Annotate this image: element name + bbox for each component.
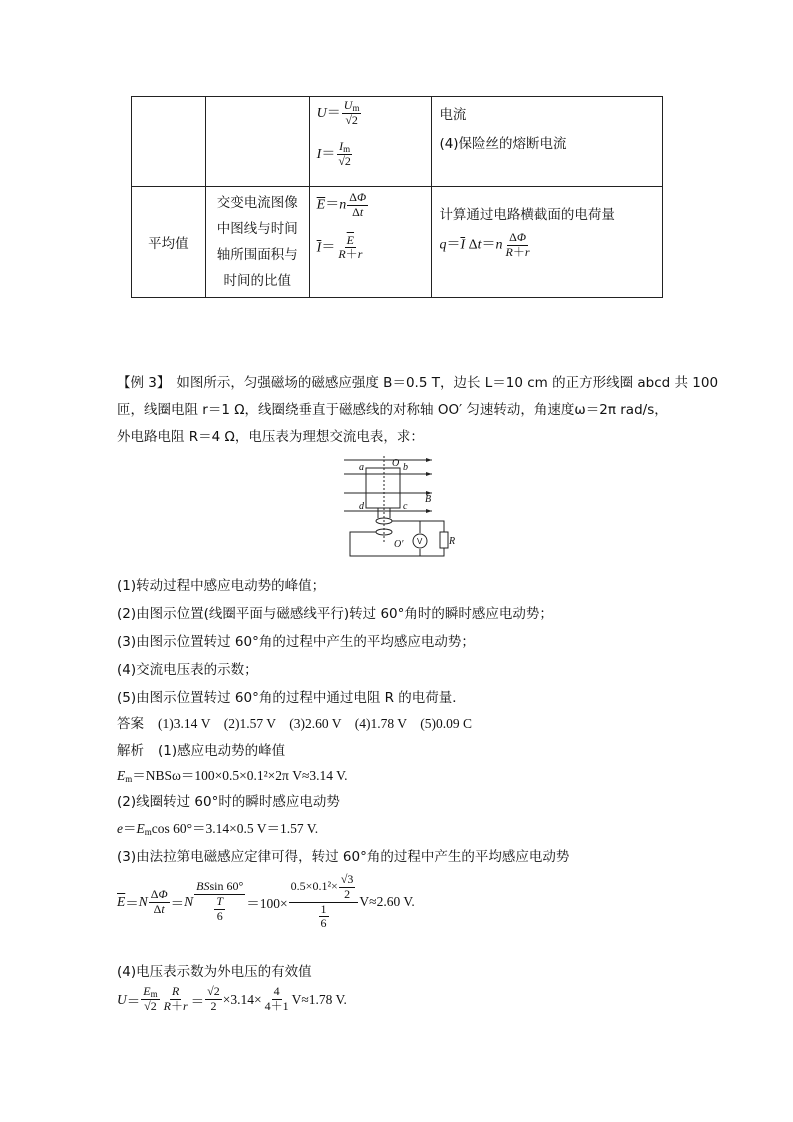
table-cell <box>205 97 309 187</box>
average-value-label: 平均值 <box>148 236 189 252</box>
formula-charge: $q=\overline{I}$ Δt＝n $\frac{\Delta\Phi}{R+r}$ <box>439 230 530 259</box>
table-text: 轴所围面积与 <box>216 247 298 263</box>
analysis-text: (2)线圈转过 60°时的瞬时感应电动势 <box>117 794 340 810</box>
answer-line <box>117 712 472 732</box>
analysis-text: (1)感应电动势的峰值 <box>158 743 286 759</box>
table-row <box>132 187 663 298</box>
table-text: 交变电流图像 <box>216 195 298 211</box>
table-text: 电流 <box>439 107 467 123</box>
formula-average-current: $\overline{I}=$ $\frac{\overline{E}}{R+r}$ <box>316 232 363 262</box>
coil-circuit-diagram <box>340 452 460 564</box>
label-d: d <box>359 501 364 512</box>
formula-table <box>131 96 663 298</box>
example-tag: 【例 3】 <box>117 375 171 391</box>
table-cell <box>205 187 309 298</box>
analysis-equation: $E_m=NBS\omega=100\times 0.5\times 0.1^2\times 2\pi$ V≈3.14 V. <box>117 768 348 784</box>
label-c: c <box>403 501 408 512</box>
analysis-text: ＝NBSω＝100×0.5×0.1²×2π V≈3.14 V. <box>132 768 348 783</box>
table-cell <box>132 97 206 187</box>
question-item: (1)转动过程中感应电动势的峰值； <box>117 578 326 594</box>
table-cell <box>309 187 432 298</box>
table-cell <box>432 97 663 187</box>
question-item: (5)由图示位置转过 60°角的过程中通过电阻 R 的电荷量． <box>117 690 466 706</box>
label-a: a <box>359 462 364 473</box>
analysis-label: 解析 <box>117 743 144 759</box>
analysis-equation: $\overline{E}$ ＝ N $\frac{\Delta\Phi}{\Delta t}$ ＝ N $\frac{BSsin 60^\circ}{\frac{T}{6}}$ ＝100× 0.5×0.1²× $\frac{√3}{2}$ $\frac{1}{6}$ V≈2.60 V. <box>117 872 415 931</box>
table-text: 时间的比值 <box>223 273 291 289</box>
table-cell <box>309 97 432 187</box>
question-item: (3)由图示位置转过 60°角的过程中产生的平均感应电动势； <box>117 634 475 650</box>
example-stem-line <box>117 371 718 391</box>
table-row <box>132 97 663 187</box>
analysis-text: V≈1.78 V. <box>291 991 347 1007</box>
analysis-line <box>117 739 285 759</box>
formula-effective-voltage: U＝ $\frac{U_m}{√2}$ <box>316 98 360 128</box>
table-cell <box>432 187 663 298</box>
label-R: R <box>449 536 456 547</box>
formula-average-emf: $\overline{E}=n$ $\frac{\Delta\Phi}{\Delta t}$ <box>316 190 367 219</box>
example-stem-text: 如图所示，匀强磁场的磁感应强度 B＝0.5 T，边长 L＝10 cm 的正方形线圈 abcd 共 100 <box>176 375 719 391</box>
label-B: B <box>425 494 432 505</box>
question-item: (2)由图示位置(线圈平面与磁感线平行)转过 60°角时的瞬时感应电动势； <box>117 606 553 622</box>
analysis-text: (3)由法拉第电磁感应定律可得，转过 60°角的过程中产生的平均感应电动势 <box>117 849 570 865</box>
answer-label: 答案 <box>117 716 144 732</box>
table-text: (4)保险丝的熔断电流 <box>439 136 567 152</box>
table-text: 计算通过电路横截面的电荷量 <box>439 207 615 223</box>
label-V: V <box>417 537 423 546</box>
table-cell <box>132 187 206 298</box>
question-item: (4)交流电压表的示数； <box>117 662 258 678</box>
analysis-equation: $e=E_m\cos$ 60°＝3.14×0.5 V＝1.57 V. <box>117 821 319 837</box>
analysis-text: cos 60°＝3.14×0.5 V＝1.57 V. <box>151 821 319 836</box>
label-b: b <box>403 462 408 473</box>
analysis-equation: U ＝ $\frac{E_m}{√2}$ $\frac{R}{R+r}$ ＝ $\frac{√2}{2}$ ×3.14× $\frac{4}{4+1}$ V≈1.78 V. <box>117 984 347 1014</box>
answer-values: (1)3.14 V (2)1.57 V (3)2.60 V (4)1.78 V (5)0.09 C <box>158 716 473 731</box>
label-O: O <box>392 458 400 469</box>
example-stem-line: 匝，线圈电阻 r＝1 Ω，线圈绕垂直于磁感线的对称轴 OO′ 匀速转动，角速度ω＝2π rad/s， <box>117 402 668 418</box>
analysis-text: V≈2.60 V. <box>359 894 415 910</box>
resistor-icon <box>440 532 448 548</box>
label-O-prime: O′ <box>394 539 404 550</box>
table-text: 中图线与时间 <box>216 221 298 237</box>
example-stem-line: 外电路电阻 R＝4 Ω，电压表为理想交流电表，求： <box>117 429 424 445</box>
analysis-text: (4)电压表示数为外电压的有效值 <box>117 964 312 980</box>
formula-effective-current: I＝ $\frac{I_m}{√2}$ <box>316 139 351 169</box>
